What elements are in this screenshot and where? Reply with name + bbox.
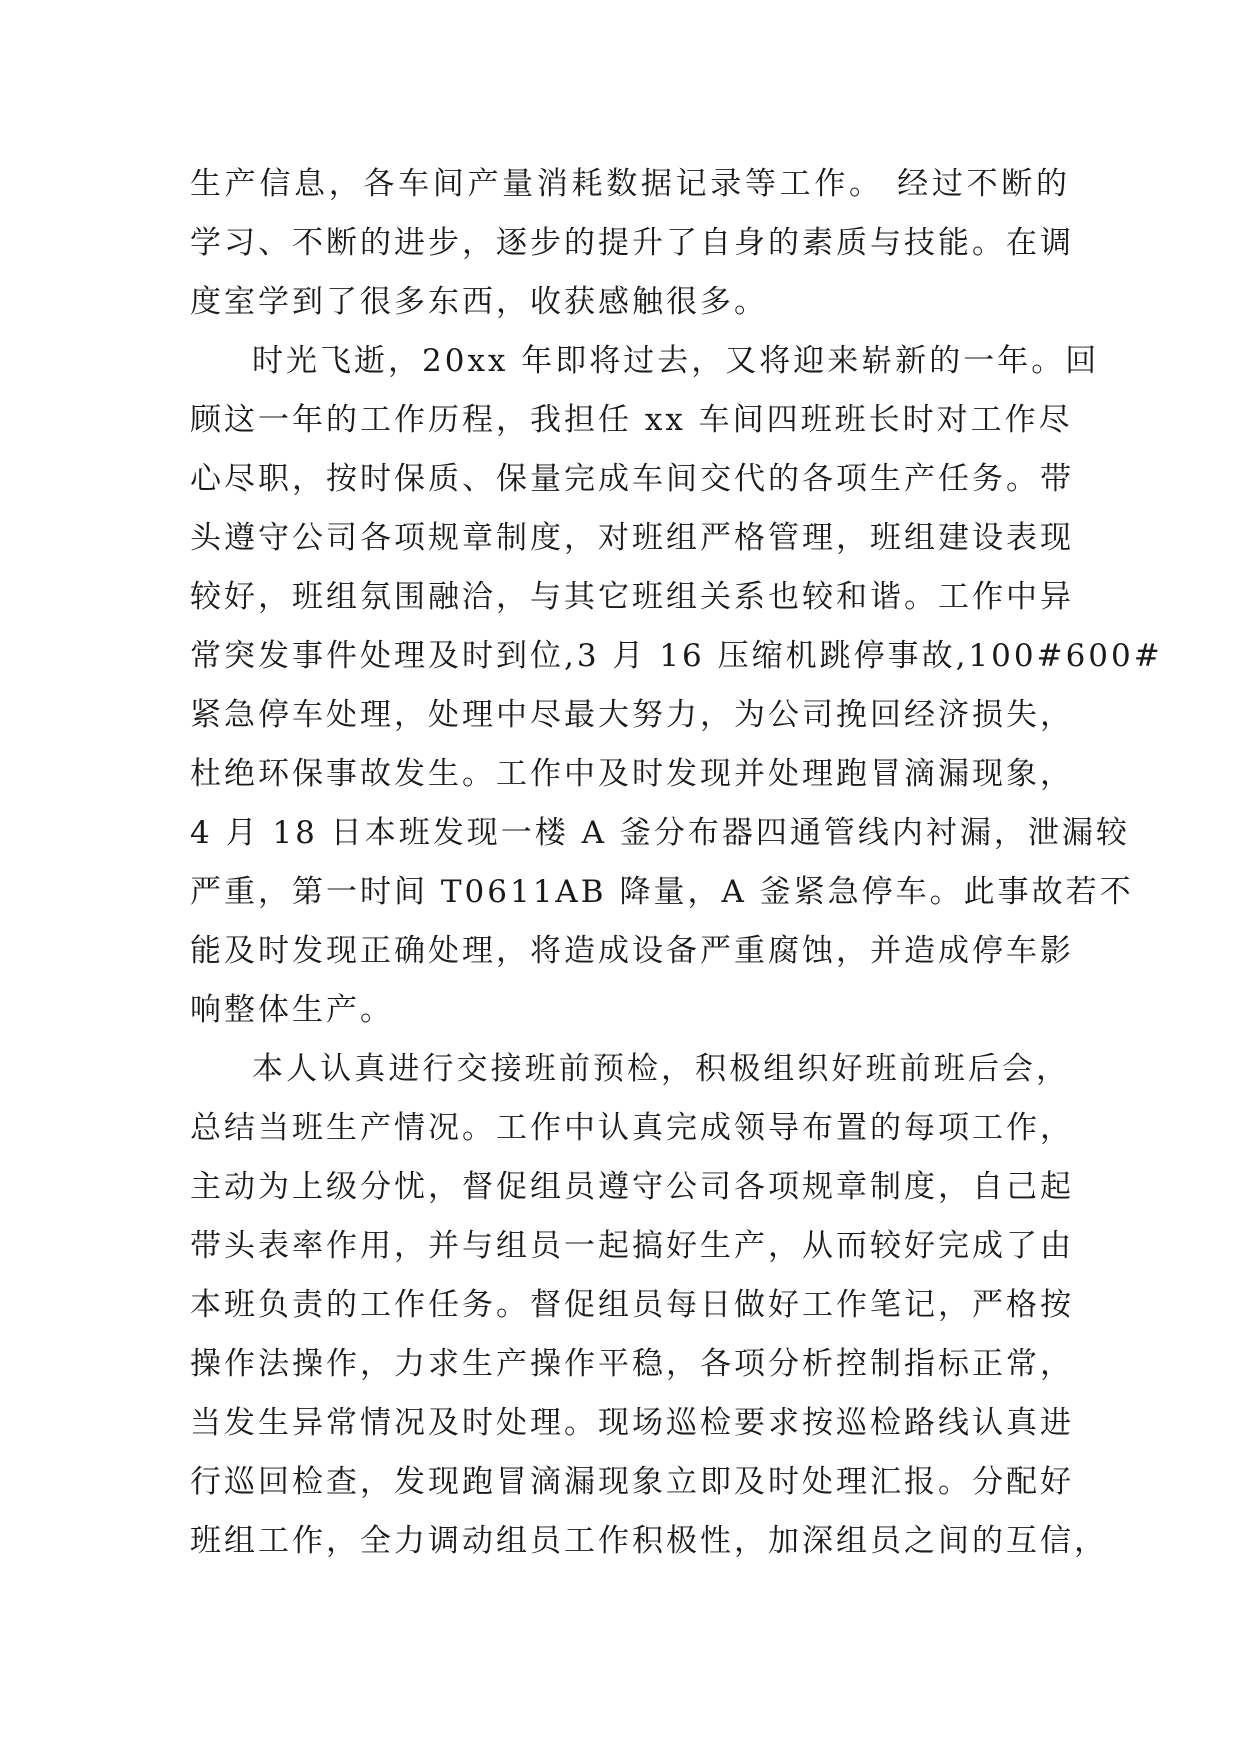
text-line: 4 月 18 日本班发现一楼 A 釜分布器四通管线内衬漏，泄漏较 bbox=[190, 815, 1130, 851]
text-line: 头遵守公司各项规章制度，对班组严格管理，班组建设表现 bbox=[190, 520, 1074, 556]
text-line: 学习、不断的进步，逐步的提升了自身的素质与技能。在调 bbox=[190, 225, 1074, 261]
text-line: 操作法操作，力求生产操作平稳，各项分析控制指标正常， bbox=[190, 1346, 1074, 1382]
text-line: 心尽职，按时保质、保量完成车间交代的各项生产任务。带 bbox=[190, 461, 1074, 497]
text-line: 班组工作，全力调动组员工作积极性，加深组员之间的互信， bbox=[190, 1523, 1108, 1559]
text-line: 杜绝环保事故发生。工作中及时发现并处理跑冒滴漏现象， bbox=[190, 756, 1074, 792]
text-line: 紧急停车处理，处理中尽最大努力，为公司挽回经济损失， bbox=[190, 697, 1074, 733]
text-line: 能及时发现正确处理，将造成设备严重腐蚀，并造成停车影 bbox=[190, 933, 1074, 969]
text-line: 行巡回检查，发现跑冒滴漏现象立即及时处理汇报。分配好 bbox=[190, 1464, 1074, 1500]
text-line: 时光飞逝，20xx 年即将过去，又将迎来崭新的一年。回 bbox=[252, 343, 1100, 379]
text-line: 当发生异常情况及时处理。现场巡检要求按巡检路线认真进 bbox=[190, 1405, 1074, 1441]
document-body bbox=[190, 155, 1163, 1571]
text-line: 响整体生产。 bbox=[190, 992, 394, 1028]
text-line: 本班负责的工作任务。督促组员每日做好工作笔记，严格按 bbox=[190, 1287, 1074, 1323]
text-line: 顾这一年的工作历程，我担任 xx 车间四班班长时对工作尽 bbox=[190, 402, 1073, 438]
paragraph-3 bbox=[190, 1040, 1108, 1571]
paragraph-1 bbox=[190, 155, 1074, 332]
text-line: 总结当班生产情况。工作中认真完成领导布置的每项工作， bbox=[190, 1110, 1074, 1146]
text-line: 严重，第一时间 T0611AB 降量，A 釜紧急停车。此事故若不 bbox=[190, 874, 1134, 910]
text-line: 生产信息，各车间产量消耗数据记录等工作。 经过不断的 bbox=[190, 166, 1070, 202]
text-line: 常突发事件处理及时到位,3 月 16 压缩机跳停事故,100#600# bbox=[190, 638, 1163, 674]
text-line: 度室学到了很多东西，收获感触很多。 bbox=[190, 284, 768, 320]
text-line: 较好，班组氛围融洽，与其它班组关系也较和谐。工作中异 bbox=[190, 579, 1074, 615]
text-line: 带头表率作用，并与组员一起搞好生产，从而较好完成了由 bbox=[190, 1228, 1074, 1264]
text-line: 主动为上级分忧，督促组员遵守公司各项规章制度，自己起 bbox=[190, 1169, 1074, 1205]
text-line: 本人认真进行交接班前预检，积极组织好班前班后会， bbox=[252, 1051, 1070, 1087]
paragraph-2 bbox=[190, 332, 1163, 1040]
